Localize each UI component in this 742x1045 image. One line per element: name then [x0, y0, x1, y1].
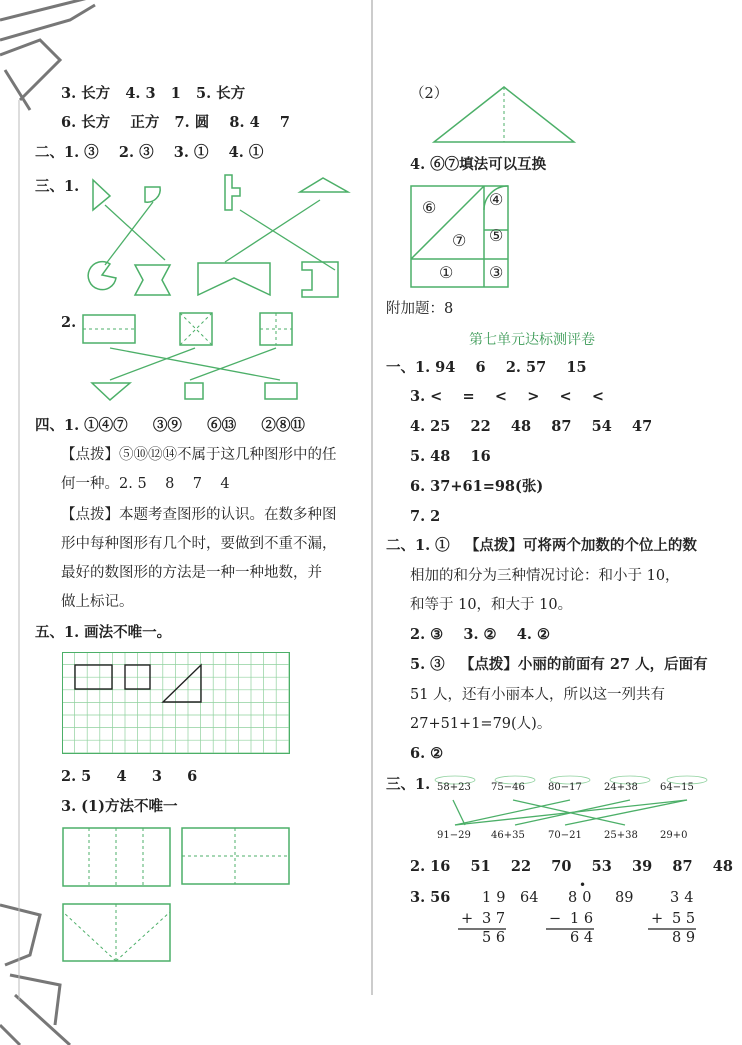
answer-line: 2. 5 4 3 6	[61, 768, 198, 785]
bottom-expression: 46+35	[491, 830, 525, 841]
hint-line: 做上标记。	[61, 594, 134, 610]
answer-line: 2.	[61, 314, 77, 331]
answer-value: 89	[615, 890, 634, 906]
answer-line: 4. ⑥⑦填法可以互换	[410, 156, 547, 173]
circled-number: ①	[439, 263, 454, 282]
answer-value: 80	[568, 890, 597, 906]
circled-number: ③	[489, 263, 504, 282]
answer-line: 7. 2	[410, 508, 441, 525]
calc-result: 6 4	[570, 930, 594, 946]
hint-line: 何一种。2. 5 8 7 4	[61, 476, 230, 492]
calc-operator: −	[549, 911, 562, 927]
top-expression: 58+23	[437, 782, 471, 793]
calc-result: 5 6	[482, 930, 506, 946]
hint-line: 最好的数图形的方法是一种一种地数，并	[61, 565, 322, 581]
answer-line: 五、1. 画法不唯一。	[35, 624, 172, 641]
folding-rectangles	[62, 826, 302, 966]
hint-line: 【点拨】⑤⑩⑫⑭不属于这几种图形中的任	[61, 447, 337, 463]
top-expression: 75−46	[491, 782, 525, 793]
answer-line: 3. 56	[410, 889, 451, 906]
bottom-expression: 91−29	[437, 830, 471, 841]
answer-line: 4. 25 22 48 87 54 47	[410, 418, 653, 435]
answer-line: 6. 长方 正方 7. 圆 8. 4 7	[61, 114, 290, 131]
bottom-expression: 70−21	[548, 830, 582, 841]
answer-line: 附加题：8	[386, 301, 454, 317]
hint-line: 形中每种图形有几个时，要做到不重不漏，	[61, 536, 337, 552]
answer-line: 2. ③ 3. ② 4. ②	[410, 626, 550, 643]
calc-operator: +	[461, 911, 474, 927]
hint-line: 和等于 10，和大于 10。	[410, 597, 573, 613]
answer-line: 二、1. ① 【点拨】可将两个加数的个位上的数	[386, 537, 697, 554]
bottom-expression: 25+38	[604, 830, 638, 841]
answer-line: 三、1.	[35, 178, 80, 195]
circled-number: ⑥	[422, 198, 437, 217]
answer-line: （2）	[410, 86, 449, 102]
left-margin-line	[18, 0, 20, 1000]
answer-line: 2. 16 51 22 70 53 39 87 48	[410, 858, 733, 875]
column-divider	[371, 0, 373, 1000]
answer-line: 一、1. 94 6 2. 57 15	[386, 359, 587, 376]
shape-matching-figure-1	[80, 170, 380, 300]
answer-line: 6. 37+61=98(张)	[410, 478, 544, 495]
answer-line: 3. 长方 4. 3 1 5. 长方	[61, 85, 246, 102]
answer-value: 19	[482, 890, 511, 906]
calc-result: 8 9	[672, 930, 696, 946]
calc-operator: +	[651, 911, 664, 927]
answer-line: 6. ②	[410, 745, 444, 762]
calc-operand: 5 5	[672, 911, 696, 927]
circled-number: ⑦	[452, 231, 467, 250]
shape-matching-figure-2	[80, 310, 340, 410]
top-expression: 64−15	[660, 782, 694, 793]
answer-line: 5. 48 16	[410, 448, 491, 465]
top-expression: 80−17	[548, 782, 582, 793]
hint-line: 27+51+1=79(人)。	[410, 716, 552, 732]
answer-line: 3. (1)方法不唯一	[61, 798, 178, 815]
hint-line: 51 人，还有小丽本人，所以这一列共有	[410, 687, 666, 703]
answer-line: 5. ③ 【点拨】小丽的前面有 27 人，后面有	[410, 656, 708, 673]
answer-line: 二、1. ③ 2. ③ 3. ① 4. ①	[35, 144, 264, 161]
drawing-grid	[62, 652, 294, 757]
answer-value: 64	[520, 890, 539, 906]
bottom-expression: 29+0	[660, 830, 688, 841]
section-heading: 第七单元达标测评卷	[469, 332, 595, 348]
top-expression: 24+38	[604, 782, 638, 793]
circled-number: ④	[489, 190, 504, 209]
answer-line: 3. < = < > < <	[410, 388, 605, 405]
hint-line: 【点拨】本题考查图形的认识。在数多种图	[61, 507, 337, 523]
circled-number: ⑤	[489, 226, 504, 245]
answer-value: 34	[670, 890, 699, 906]
triangle-fold-figure	[432, 84, 577, 144]
calc-operand: 1 6	[570, 911, 594, 927]
borrow-dot: •	[579, 878, 587, 892]
hint-line: 相加的和分为三种情况讨论：和小于 10，	[410, 568, 680, 584]
answer-line: 三、1.	[386, 776, 431, 793]
answer-line: 四、1. ①④⑦ ③⑨ ⑥⑬ ②⑧⑪	[35, 417, 305, 434]
calc-operand: 3 7	[482, 911, 506, 927]
